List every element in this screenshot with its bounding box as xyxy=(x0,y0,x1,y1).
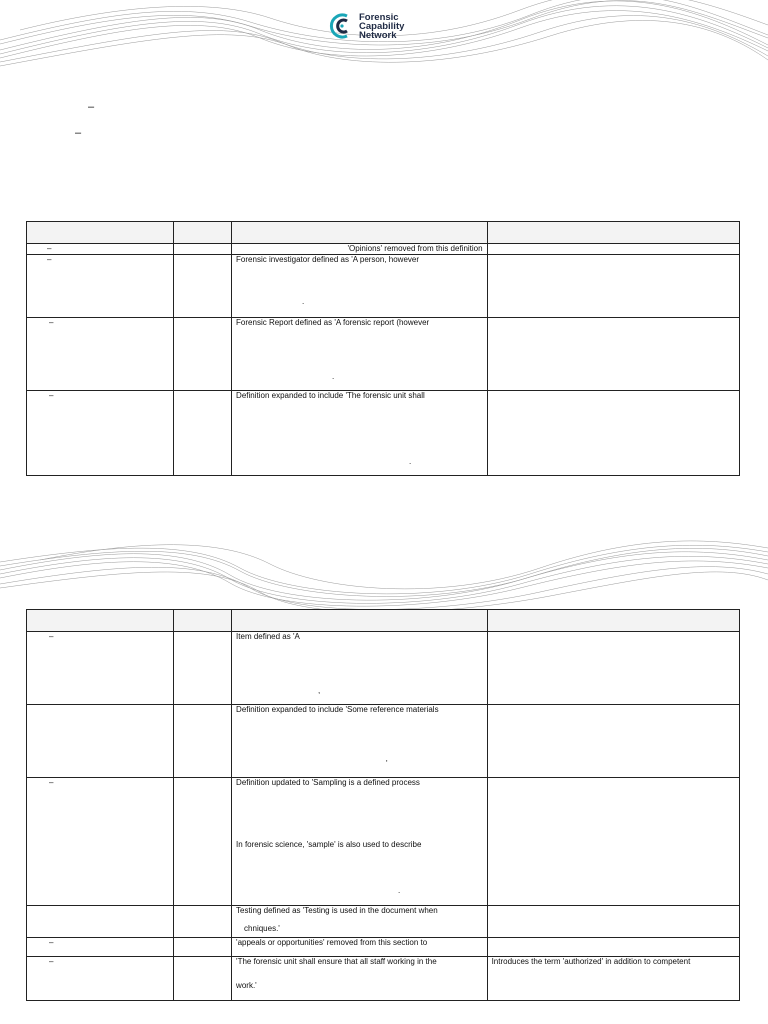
table-row xyxy=(27,906,740,938)
page-dash-2: – xyxy=(75,127,82,139)
change-description-end: chniques.' xyxy=(244,924,280,933)
table-row xyxy=(27,632,740,705)
change-description-end: ' xyxy=(386,759,388,768)
header-cell xyxy=(27,222,174,244)
change-comment xyxy=(487,318,739,391)
change-description: 'appeals or opportunities' removed from this section to xyxy=(232,938,488,957)
row-marker: – xyxy=(27,632,174,705)
changes-table-1 xyxy=(26,221,740,476)
header-cell xyxy=(232,610,488,632)
header-cell xyxy=(232,222,488,244)
change-comment xyxy=(487,255,739,318)
header-cell xyxy=(487,222,739,244)
change-description-cell xyxy=(232,318,488,391)
row-marker: – xyxy=(27,957,174,1001)
header-cell xyxy=(174,222,232,244)
change-comment xyxy=(487,705,739,778)
change-comment xyxy=(487,632,739,705)
row-marker: – xyxy=(27,244,174,255)
change-description-cell xyxy=(232,255,488,318)
change-description: 'The forensic unit shall ensure that all staff working in the xyxy=(236,957,437,966)
changes-table-2 xyxy=(26,609,740,1001)
change-comment xyxy=(487,778,739,906)
change-description-cell xyxy=(232,778,488,906)
header-cell xyxy=(174,610,232,632)
change-description: Forensic investigator defined as 'A person, however xyxy=(236,255,420,264)
row-marker: – xyxy=(27,391,174,476)
change-description: Forensic Report defined as 'A forensic report (however xyxy=(236,318,430,327)
table-row xyxy=(27,391,740,476)
page-break-wave-decoration xyxy=(0,540,768,615)
change-description-end: . xyxy=(332,372,335,381)
row-marker xyxy=(27,705,174,778)
change-comment xyxy=(487,244,739,255)
change-comment: Introduces the term 'authorized' in addition to competent xyxy=(487,957,739,1001)
change-description-cell xyxy=(232,957,488,1001)
change-description: Definition updated to 'Sampling is a defined process xyxy=(236,778,420,787)
table-row xyxy=(27,938,740,957)
change-description-end: work.' xyxy=(236,981,257,990)
change-description: 'Opinions' removed from this definition xyxy=(232,244,488,255)
page-dash-1: – xyxy=(88,101,95,113)
logo-line-2: Capability xyxy=(359,20,405,32)
forensic-capability-network-logo xyxy=(328,12,404,40)
table-header-row xyxy=(27,610,740,632)
change-description: Definition expanded to include 'The forensic unit shall xyxy=(236,391,425,400)
header-cell xyxy=(27,610,174,632)
table-row xyxy=(27,318,740,391)
header-cell xyxy=(487,610,739,632)
logo-line-1: Forensic xyxy=(359,11,399,23)
change-description: Definition expanded to include 'Some reference materials xyxy=(236,705,439,714)
table-row xyxy=(27,778,740,906)
change-description-cell xyxy=(232,391,488,476)
change-description: Item defined as 'A xyxy=(236,632,300,641)
change-description-cell xyxy=(232,906,488,938)
row-marker: – xyxy=(27,255,174,318)
change-description-cell xyxy=(232,632,488,705)
row-marker xyxy=(27,906,174,938)
change-description-end: . xyxy=(302,297,305,306)
change-description-cell xyxy=(232,705,488,778)
table-header-row xyxy=(27,222,740,244)
row-marker: – xyxy=(27,318,174,391)
change-description-end: . xyxy=(409,457,412,466)
change-description: Testing defined as 'Testing is used in the document when xyxy=(236,906,438,915)
change-description-mid: In forensic science, 'sample' is also used to describe xyxy=(236,840,422,849)
change-comment xyxy=(487,938,739,957)
table-row xyxy=(27,957,740,1001)
table-row xyxy=(27,244,740,255)
change-description-end: , xyxy=(318,686,321,695)
table-row xyxy=(27,705,740,778)
change-comment xyxy=(487,906,739,938)
row-marker: – xyxy=(27,938,174,957)
row-marker: – xyxy=(27,778,174,906)
fcn-logo-icon xyxy=(328,12,356,40)
change-description-end: . xyxy=(398,886,401,895)
logo-line-3: Network xyxy=(359,29,397,41)
change-comment xyxy=(487,391,739,476)
table-row xyxy=(27,255,740,318)
